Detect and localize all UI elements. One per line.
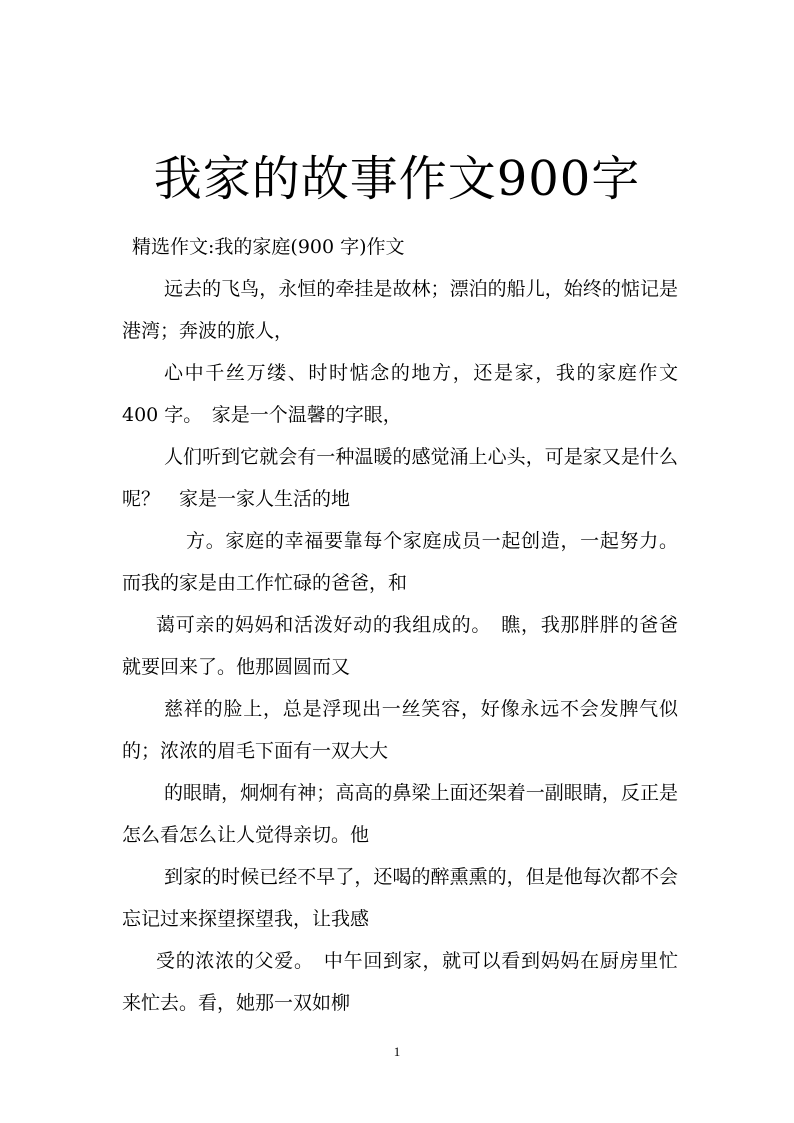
paragraph: 方。家庭的幸福要靠每个家庭成员一起创造，一起努力。而我的家是由工作忙碌的爸爸，和 — [122, 530, 678, 594]
paragraph: 受的浓浓的父爱。 中午回到家，就可以看到妈妈在厨房里忙来忙去。看，她那一双如柳 — [122, 950, 678, 1014]
document-subtitle: 精选作文:我的家庭(900 字)作文 — [132, 236, 405, 258]
document-body — [122, 268, 678, 1024]
paragraph: 人们听到它就会有一种温暖的感觉涌上心头，可是家又是什么呢？ 家是一家人生活的地 — [122, 446, 678, 510]
paragraph: 远去的飞鸟，永恒的牵挂是故林；漂泊的船儿，始终的惦记是港湾；奔波的旅人， — [122, 278, 678, 342]
paragraph: 到家的时候已经不早了，还喝的醉熏熏的，但是他每次都不会忘记过来探望探望我，让我感 — [122, 866, 678, 930]
paragraph: 慈祥的脸上，总是浮现出一丝笑容，好像永远不会发脾气似的；浓浓的眉毛下面有一双大大 — [122, 698, 678, 762]
paragraph: 的眼睛，炯炯有神；高高的鼻梁上面还架着一副眼睛，反正是怎么看怎么让人觉得亲切。他 — [122, 782, 678, 846]
paragraph: 心中千丝万缕、时时惦念的地方，还是家，我的家庭作文 400 字。 家是一个温馨的字眼， — [122, 362, 678, 426]
paragraph: 蔼可亲的妈妈和活泼好动的我组成的。 瞧，我那胖胖的爸爸就要回来了。他那圆圆而又 — [122, 614, 678, 678]
document-title: 我家的故事作文900字 — [153, 151, 641, 207]
page-number: 1 — [393, 1044, 401, 1059]
